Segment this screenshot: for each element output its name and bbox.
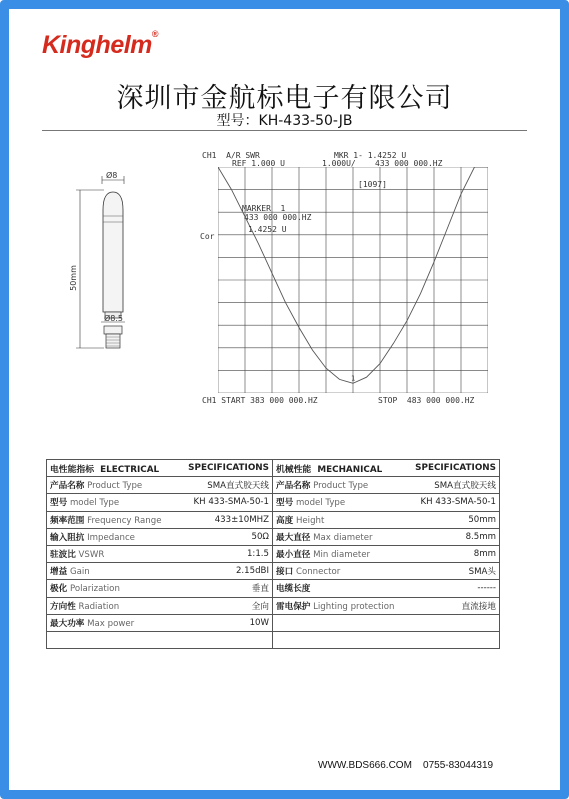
table-row xyxy=(47,511,500,528)
spec-value: 50Ω xyxy=(251,531,269,542)
vna-start-label: CH1 START 383 000 000.HZ xyxy=(202,396,318,405)
spec-cell xyxy=(47,494,273,511)
spec-value: SMA头 xyxy=(468,567,496,578)
vna-marker-freq: 433 000 000.HZ xyxy=(244,213,312,222)
vna-mkr-label: MKR 1- 1.4252 U xyxy=(334,151,407,160)
kinghelm-logo: Kinghelm® xyxy=(42,29,159,59)
spec-label-cn: 接口 xyxy=(276,567,294,578)
spec-label-en: Lighting protection xyxy=(313,601,395,612)
table-row xyxy=(47,597,500,614)
spec-cell xyxy=(273,511,500,528)
spec-cell xyxy=(47,511,273,528)
spec-label-cn: 电缆长度 xyxy=(276,584,311,595)
spec-cell xyxy=(273,477,500,494)
spec-value: 10W xyxy=(249,617,269,628)
spec-label-cn: 最大功率 xyxy=(50,618,85,629)
company-name: 深圳市金航标电子有限公司 xyxy=(116,83,453,114)
spec-label-en: Impedance xyxy=(87,532,135,543)
spec-value: SMA直式胶天线 xyxy=(207,481,269,492)
spec-label-en: model Type xyxy=(69,498,120,509)
vna-ch1-label: CH1 A/R SWR xyxy=(202,151,260,160)
spec-value: 1:1.5 xyxy=(246,549,269,560)
spec-label-cn: 驻波比 xyxy=(50,550,76,561)
spec-cell xyxy=(273,545,500,562)
table-row xyxy=(47,528,500,545)
spec-label-en: model Type xyxy=(295,498,346,509)
table-row xyxy=(47,614,500,631)
spec-value: 垂直 xyxy=(251,584,269,595)
model-label: 型号：KH-433-50-JB xyxy=(216,113,353,129)
spec-label-en: Height xyxy=(295,515,325,526)
spec-cell xyxy=(273,494,500,511)
spec-label-en: Radiation xyxy=(78,601,120,612)
marker-number: 1 xyxy=(351,374,356,383)
spec-label-cn: 增益 xyxy=(50,567,68,578)
spec-cell xyxy=(273,563,500,580)
phone-text: 0755-83044319 xyxy=(423,760,494,771)
spec-label-cn: 频率范围 xyxy=(50,515,85,526)
spec-label-en: Gain xyxy=(69,567,90,578)
vna-marker-value: 1.4252 U xyxy=(248,225,287,234)
spec-cell xyxy=(47,545,273,562)
vna-scale-label: 1.000U/ xyxy=(322,159,356,168)
antenna-drawing xyxy=(60,170,150,360)
vna-freq-label: 433 000 000.HZ xyxy=(375,159,443,168)
vna-marker-title: MARKER 1 xyxy=(242,204,286,213)
footer-contact xyxy=(318,760,493,771)
spec-cell xyxy=(273,597,500,614)
spec-label-en: Product Type xyxy=(313,481,369,492)
spec-cell xyxy=(47,631,273,648)
height-label: 50mm xyxy=(69,265,78,291)
spec-cell xyxy=(47,563,273,580)
table-row xyxy=(47,477,500,494)
spec-value: 2.15dBI xyxy=(235,566,269,577)
vna-bracket-label: [1097] xyxy=(358,180,387,189)
spec-label-cn: 最小直径 xyxy=(276,550,311,561)
spec-cell xyxy=(47,528,273,545)
spec-label-cn: 输入阻抗 xyxy=(50,532,85,543)
spec-label-en: Max diameter xyxy=(313,532,373,543)
spec-label-en: Min diameter xyxy=(313,550,371,561)
table-row xyxy=(47,563,500,580)
spec-value: 8mm xyxy=(473,549,496,560)
table-row xyxy=(47,631,500,648)
swr-chart xyxy=(218,167,488,393)
table-row xyxy=(47,580,500,597)
spec-label-cn: 极化 xyxy=(50,584,68,595)
spec-label-cn: 产品名称 xyxy=(276,481,311,492)
spec-label-en: Max power xyxy=(87,618,135,629)
spec-label-cn: 型号 xyxy=(276,498,294,509)
spec-value: KH 433-SMA-50-1 xyxy=(420,497,496,508)
table-row xyxy=(47,545,500,562)
vna-ref-label: REF 1.000 U xyxy=(232,159,285,168)
spec-value: KH 433-SMA-50-1 xyxy=(193,497,269,508)
website-text: WWW.BDS666.COM xyxy=(318,760,412,771)
spec-cell xyxy=(47,580,273,597)
vna-stop-label: STOP 483 000 000.HZ xyxy=(378,396,475,405)
spec-value: 直流接地 xyxy=(461,601,496,612)
header-divider xyxy=(42,130,527,131)
diameter-base-label: Ø8.5 xyxy=(104,314,124,323)
table-header-row xyxy=(47,460,500,477)
spec-label-cn: 最大直径 xyxy=(276,532,311,543)
spec-label-en: VSWR xyxy=(78,550,105,561)
spec-cell xyxy=(273,631,500,648)
spec-value: SMA直式胶天线 xyxy=(434,481,496,492)
spec-cell xyxy=(47,477,273,494)
diameter-top-label: Ø8 xyxy=(106,171,118,180)
spec-label-en: Frequency Range xyxy=(87,515,162,526)
spec-label-cn: 产品名称 xyxy=(50,481,85,492)
spec-value: 50mm xyxy=(468,514,496,525)
vna-cor-label: Cor xyxy=(200,232,215,241)
table-row xyxy=(47,494,500,511)
spec-cell xyxy=(47,597,273,614)
spec-label-cn: 方向性 xyxy=(50,601,76,612)
spec-value: 433±10MHZ xyxy=(214,514,269,525)
spec-label-en: Polarization xyxy=(69,584,120,595)
spec-label-en: Connector xyxy=(295,567,341,578)
spec-cell xyxy=(273,528,500,545)
spec-label-en: Product Type xyxy=(87,481,143,492)
spec-value: ------ xyxy=(477,583,496,594)
spec-value: 全向 xyxy=(251,601,269,612)
spec-cell xyxy=(273,614,500,631)
electrical-header: 电性能指标 ELECTRICAL SPECIFICATIONS xyxy=(47,460,273,477)
mechanical-header: 机械性能 MECHANICAL SPECIFICATIONS xyxy=(273,460,500,477)
spec-label-cn: 型号 xyxy=(50,498,68,509)
spec-label-cn: 高度 xyxy=(276,515,294,526)
spec-cell xyxy=(47,614,273,631)
spec-table xyxy=(46,459,500,649)
spec-label-cn: 雷电保护 xyxy=(276,601,311,612)
spec-value: 8.5mm xyxy=(465,531,496,542)
spec-cell xyxy=(273,580,500,597)
